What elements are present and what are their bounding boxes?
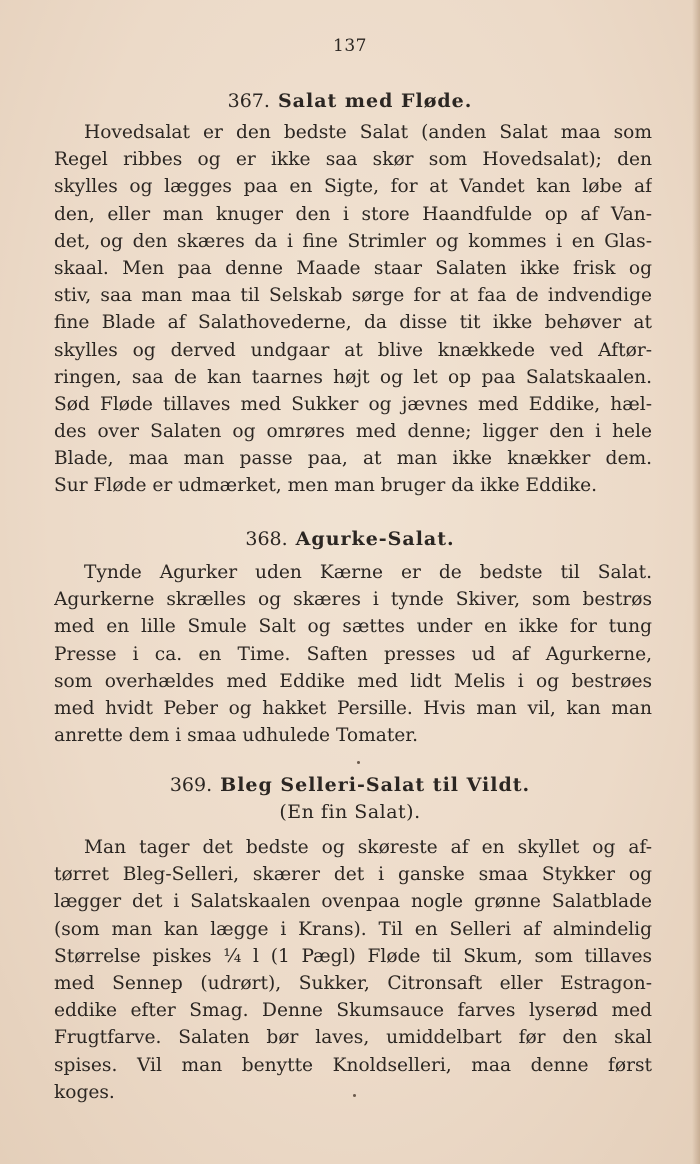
text-line: Regel ribbes og er ikke saa skør som Hovedsalat); den <box>54 149 652 171</box>
recipe-body-369 <box>54 834 652 1106</box>
text-line: koges. <box>54 1081 115 1103</box>
text-line: Man tager det bedste og skøreste af en skyllet og af- <box>84 837 652 858</box>
recipe-number: 369. <box>169 774 213 796</box>
text-line: Agurkerne skrælles og skæres i tynde Skiver, som bestrøs <box>54 589 652 611</box>
text-line: des over Salaten og omrøres med denne; ligger den i hele <box>54 421 652 443</box>
recipe-title: Salat med Fløde. <box>277 90 473 112</box>
recipe-title: Bleg Selleri-Salat til Vildt. <box>220 774 531 796</box>
recipe-heading-367 <box>0 90 700 112</box>
text-line: Frugtfarve. Salaten bør laves, umiddelbart før den skal <box>54 1027 652 1049</box>
recipe-number: 368. <box>245 528 288 550</box>
text-line: spises. Vil man benytte Knoldselleri, maa denne først <box>54 1054 652 1076</box>
ink-speck <box>357 761 360 764</box>
recipe-body-367 <box>54 119 652 500</box>
text-line: lægger det i Salatskaalen ovenpaa nogle grønne Salatblade <box>54 891 652 913</box>
recipe-heading-368 <box>0 528 700 550</box>
text-line: ringen, saa de kan taarnes højt og let op paa Salatskaalen. <box>54 366 652 388</box>
text-line: Blade, maa man passe paa, at man ikke knækker dem. <box>54 448 652 470</box>
text-line: det, og den skæres da i fine Strimler og kommes i en Glas- <box>54 230 652 252</box>
recipe-subtitle: (En fin Salat). <box>279 801 421 823</box>
text-line: Presse i ca. en Time. Saften presses ud af Agurkerne, <box>54 643 652 665</box>
text-line: (som man kan lægge i Krans). Til en Selleri af almindelig <box>54 918 652 940</box>
text-line: stiv, saa man maa til Selskab sørge for at faa de indvendige <box>54 285 652 307</box>
recipe-heading-369 <box>0 774 700 796</box>
text-line: med Sennep (udrørt), Sukker, Citronsaft eller Estragon- <box>54 972 652 994</box>
text-line: tørret Bleg-Selleri, skærer det i ganske smaa Stykker og <box>54 864 652 886</box>
recipe-title: Agurke-Salat. <box>295 528 455 550</box>
text-line: med en lille Smule Salt og sættes under en ikke for tung <box>54 616 652 638</box>
text-line: fine Blade af Salathovederne, da disse tit ikke behøver at <box>54 312 652 334</box>
page-number: 137 <box>333 36 367 56</box>
ink-speck <box>353 1094 356 1097</box>
text-line: skaal. Men paa denne Maade staar Salaten ikke frisk og <box>54 257 652 279</box>
text-line: med hvidt Peber og hakket Persille. Hvis man vil, kan man <box>54 697 652 719</box>
text-line: den, eller man knuger den i store Haandfulde op af Van- <box>54 203 652 225</box>
text-line: skylles og derved undgaar at blive knækkede ved Aftør- <box>54 339 652 361</box>
text-line: Sød Fløde tillaves med Sukker og jævnes med Eddike, hæl- <box>54 393 652 415</box>
text-line: Sur Fløde er udmærket, men man bruger da ikke Eddike. <box>54 475 598 497</box>
text-line: skylles og lægges paa en Sigte, for at Vandet kan løbe af <box>54 176 652 198</box>
text-line: Størrelse piskes ¼ l (1 Pægl) Fløde til Skum, som tillaves <box>54 945 652 967</box>
recipe-number: 367. <box>227 90 270 112</box>
recipe-body-368 <box>54 559 652 749</box>
text-line: eddike efter Smag. Denne Skumsauce farves lyserød med <box>54 1000 652 1022</box>
text-line: som overhældes med Eddike med lidt Melis i og bestrøes <box>54 670 652 692</box>
text-line: Hovedsalat er den bedste Salat (anden Salat maa som <box>84 122 652 143</box>
text-line: Tynde Agurker uden Kærne er de bedste til Salat. <box>84 562 652 583</box>
page-edge-shadow <box>692 0 700 1164</box>
text-line: anrette dem i smaa udhulede Tomater. <box>54 725 419 747</box>
